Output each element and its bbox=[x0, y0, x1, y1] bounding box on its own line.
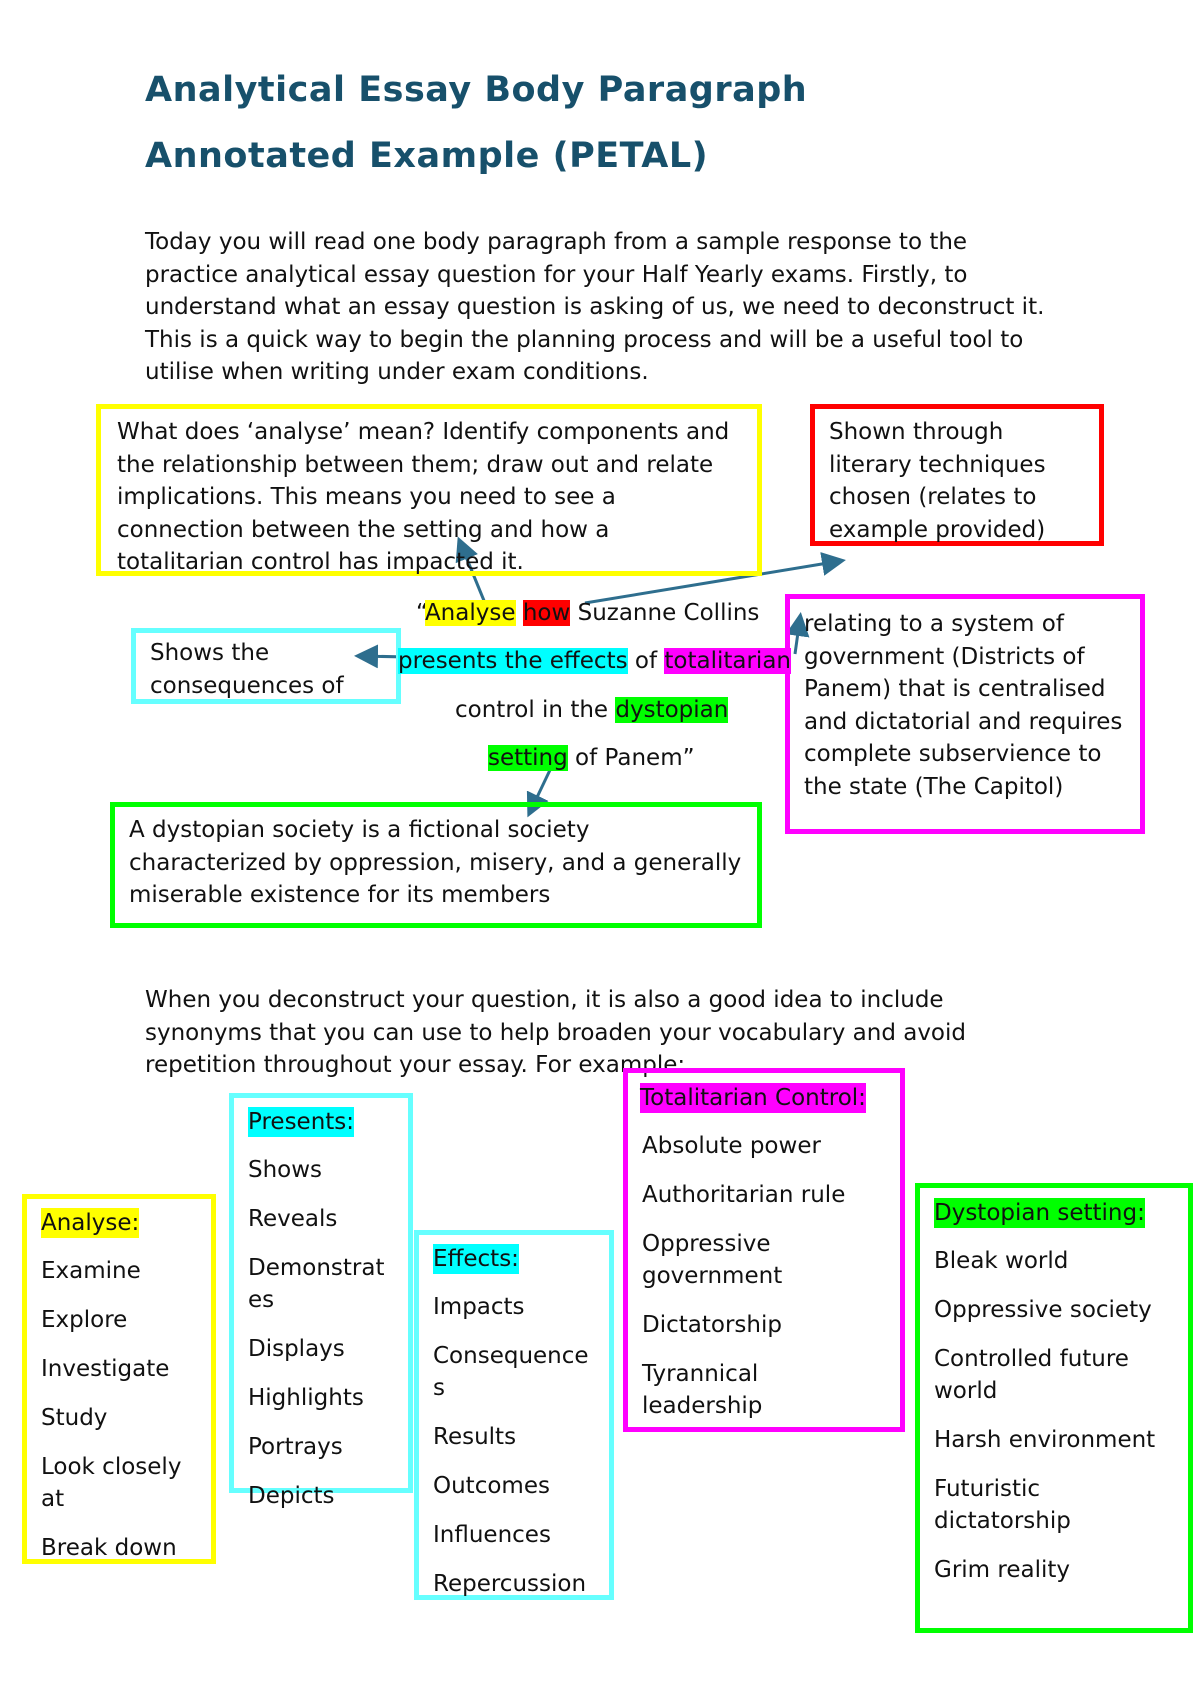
question-word-how: how bbox=[522, 600, 571, 626]
list-item: Highlights bbox=[248, 1385, 364, 1411]
list-item: Portrays bbox=[248, 1434, 343, 1460]
list-item: Examine bbox=[41, 1258, 141, 1284]
question-collins: Suzanne Collins bbox=[570, 600, 760, 626]
synonyms-intro-paragraph: When you deconstruct your question, it is also a good idea to include synonyms that you can use to help broaden your vocabulary and avoid repetition throughout your essay. For example: bbox=[145, 987, 966, 1078]
question-word-analyse: Analyse bbox=[424, 600, 516, 626]
list-item: Break down bbox=[41, 1535, 177, 1561]
list-item: Consequences bbox=[433, 1343, 589, 1401]
synonyms-totalitarian-header: Totalitarian Control: bbox=[640, 1085, 866, 1111]
list-item: Shows bbox=[248, 1157, 323, 1183]
list-item: Results bbox=[433, 1424, 517, 1450]
list-item: Bleak world bbox=[934, 1248, 1069, 1274]
dystopian-definition-box bbox=[110, 802, 762, 928]
synonyms-presents-box bbox=[229, 1093, 413, 1509]
presents-effects-text: Shows the consequences of bbox=[150, 640, 344, 699]
list-item: Depicts bbox=[248, 1483, 335, 1509]
list-item: Controlled future world bbox=[934, 1346, 1129, 1404]
question-of-panem: of Panem” bbox=[567, 745, 695, 771]
totalitarian-definition-text: relating to a system of government (Districts of Panem) that is centralised and dictatorial and requires complete subservience to the state (The Capitol) bbox=[804, 611, 1123, 800]
dystopian-definition-text: A dystopian society is a fictional society characterized by oppression, misery, and a generally miserable existence for its members bbox=[129, 817, 742, 908]
list-item: Futuristic dictatorship bbox=[934, 1476, 1071, 1534]
intro-paragraph: Today you will read one body paragraph from a sample response to the practice analytical essay question for your Half Yearly exams. Firstly, to understand what an essay question is asking of us, we need to deconstruct it. This is a quick way to begin the planning process and will be a useful tool to utilise when writing under exam conditions. bbox=[145, 229, 1045, 385]
synonyms-totalitarian-box bbox=[623, 1068, 905, 1432]
question-of: of bbox=[627, 648, 665, 674]
question-line-2 bbox=[398, 648, 791, 674]
question-word-setting: setting bbox=[488, 745, 568, 771]
open-quote: “ bbox=[416, 600, 425, 626]
list-item: Dictatorship bbox=[642, 1312, 782, 1338]
totalitarian-definition-box bbox=[785, 594, 1145, 834]
question-presents-effects: presents the effects bbox=[398, 648, 628, 674]
list-item: Outcomes bbox=[433, 1473, 550, 1499]
list-item: Investigate bbox=[41, 1356, 170, 1382]
synonyms-analyse-header: Analyse: bbox=[41, 1210, 140, 1236]
list-item: Absolute power bbox=[642, 1133, 821, 1159]
question-word-totalitarian: totalitarian bbox=[664, 648, 791, 674]
list-item: Repercussion bbox=[433, 1571, 587, 1597]
techniques-box bbox=[810, 404, 1104, 546]
synonyms-effects-box bbox=[414, 1230, 614, 1600]
list-item: Demonstrates bbox=[248, 1255, 385, 1313]
list-item: Authoritarian rule bbox=[642, 1182, 846, 1208]
list-item: Oppressive society bbox=[934, 1297, 1152, 1323]
question-line-3 bbox=[455, 697, 728, 723]
list-item: Harsh environment bbox=[934, 1427, 1156, 1453]
page-title-line-1: Analytical Essay Body Paragraph bbox=[145, 70, 808, 110]
question-control-in-the: control in the bbox=[455, 697, 616, 723]
techniques-text: Shown through literary techniques chosen (relates to example provided) bbox=[829, 419, 1046, 543]
list-item: Displays bbox=[248, 1336, 345, 1362]
analyse-definition-box bbox=[96, 404, 762, 576]
list-item: Tyrannical leadership bbox=[642, 1361, 763, 1419]
list-item: Study bbox=[41, 1405, 108, 1431]
list-item: Look closely at bbox=[41, 1454, 182, 1512]
list-item: Oppressive government bbox=[642, 1231, 783, 1289]
synonyms-presents-header: Presents: bbox=[248, 1109, 355, 1135]
list-item: Reveals bbox=[248, 1206, 338, 1232]
synonyms-dystopian-header: Dystopian setting: bbox=[934, 1200, 1145, 1226]
analyse-definition-text: What does ‘analyse’ mean? Identify components and the relationship between them; draw out and relate implications. This means you need to see a connection between the setting and how a totalitarian control has impacted it. bbox=[117, 419, 730, 575]
list-item: Influences bbox=[433, 1522, 551, 1548]
list-item: Impacts bbox=[433, 1294, 525, 1320]
synonyms-effects-header: Effects: bbox=[433, 1246, 519, 1272]
synonyms-dystopian-box bbox=[915, 1183, 1193, 1633]
question-line-4 bbox=[488, 745, 695, 771]
synonyms-analyse-box bbox=[22, 1194, 216, 1564]
list-item: Explore bbox=[41, 1307, 128, 1333]
page-title-line-2: Annotated Example (PETAL) bbox=[145, 136, 709, 176]
list-item: Grim reality bbox=[934, 1557, 1070, 1583]
presents-effects-box bbox=[131, 628, 401, 704]
question-word-dystopian: dystopian bbox=[615, 697, 729, 723]
question-line-1 bbox=[416, 600, 759, 626]
